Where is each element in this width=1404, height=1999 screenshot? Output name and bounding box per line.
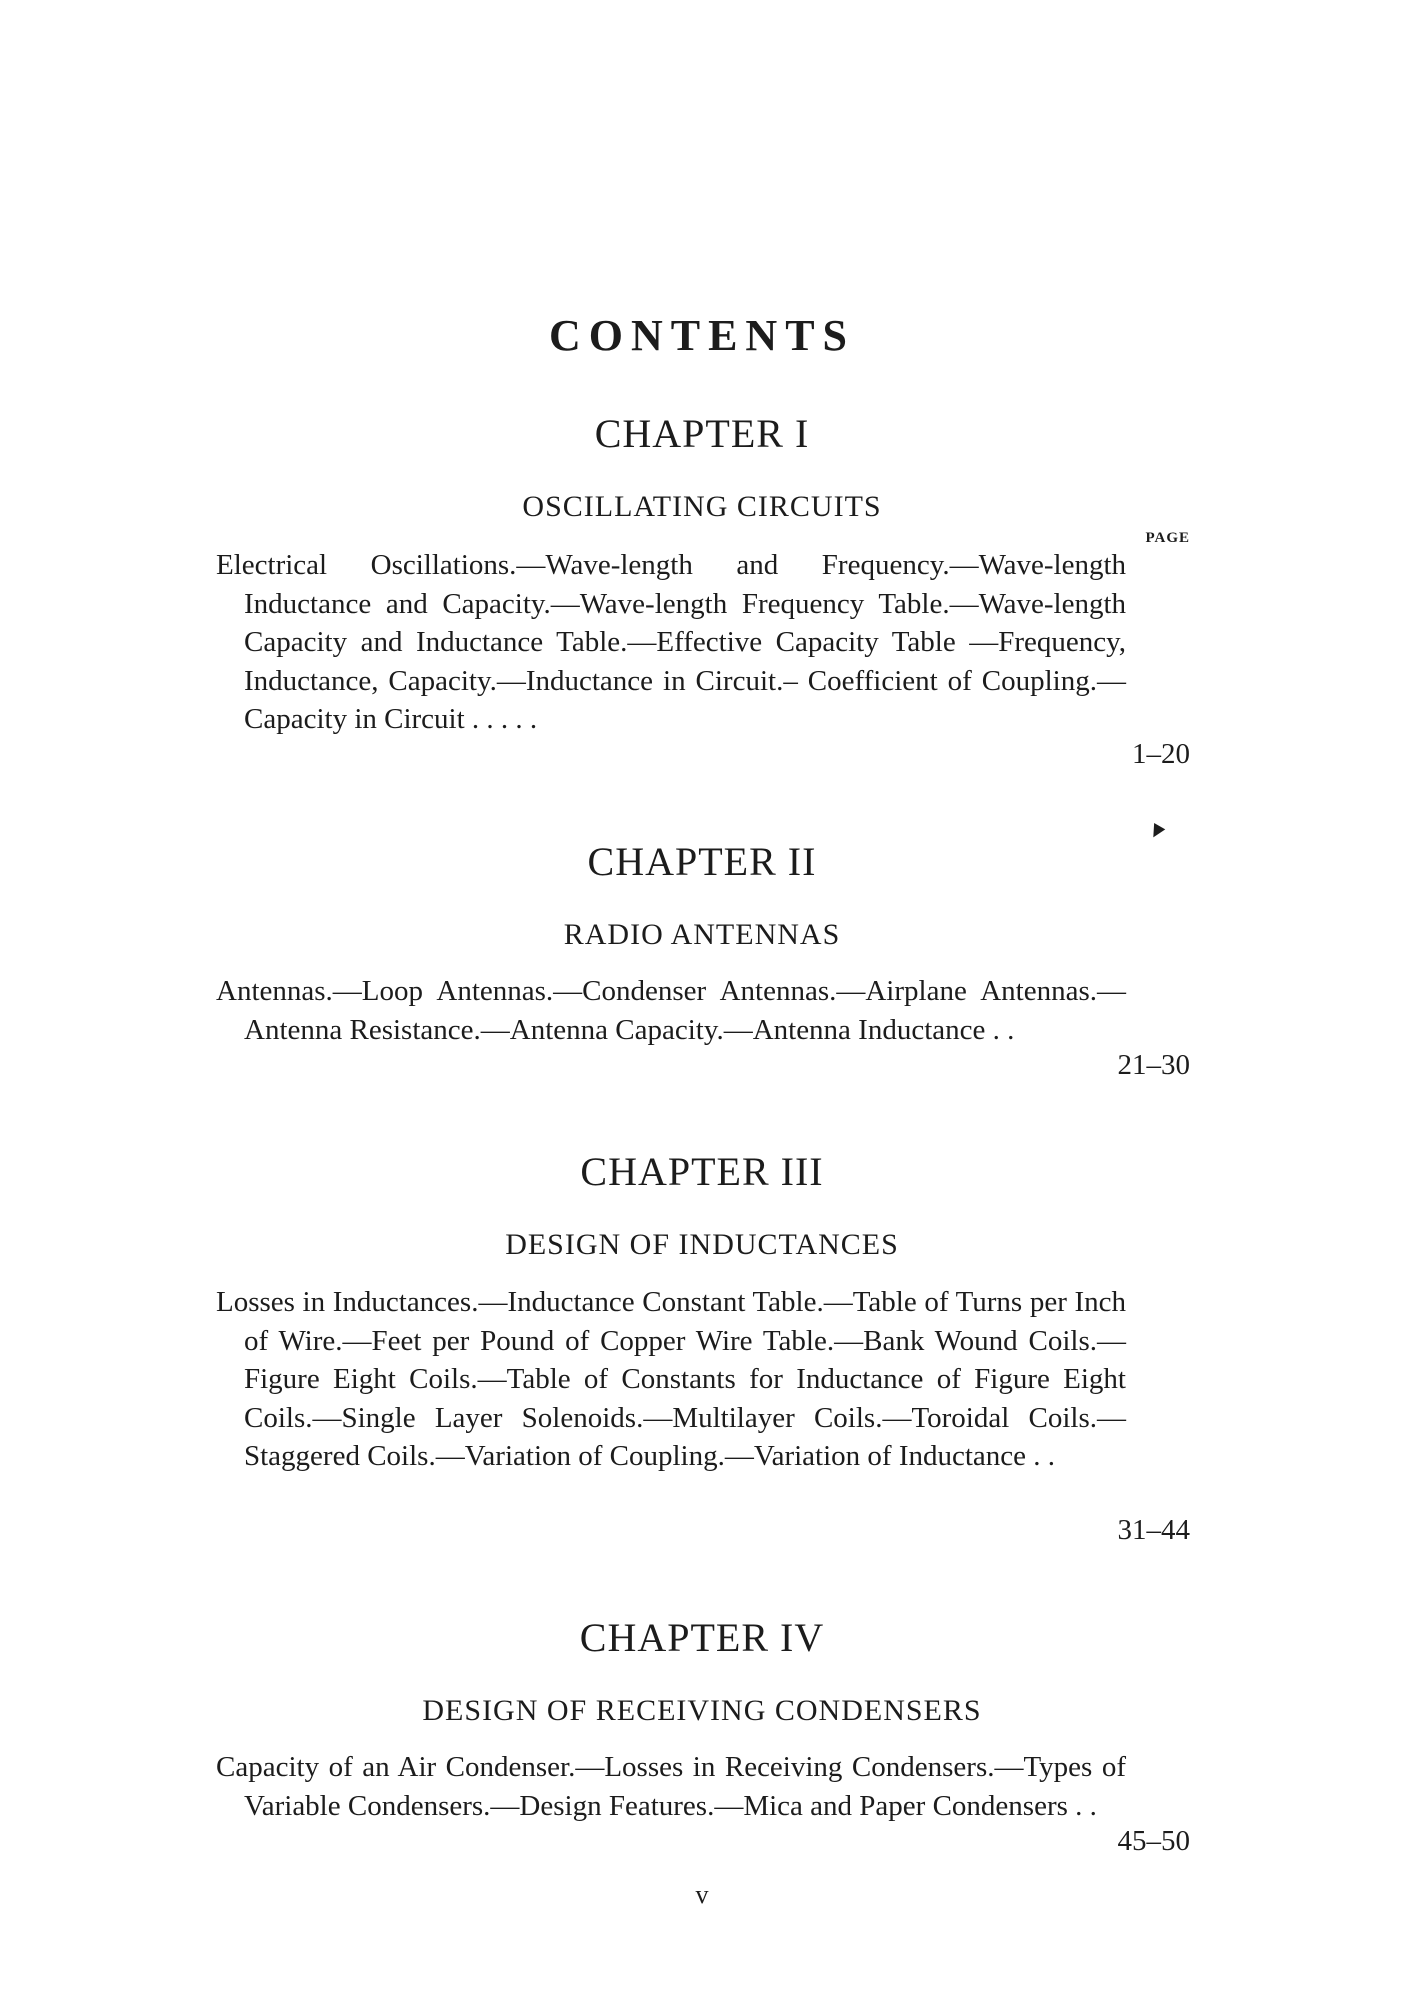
chapter-4-heading: CHAPTER IV bbox=[579, 1615, 825, 1660]
chapter-1-entry-text: Electrical Oscillations.—Wave-length and Frequency.—Wave-length Inductance and Capacity.—Wave-length Frequency Table.—Wave-length Capacity and Inductance Table.—Effective Capacity Table —Frequency, Inductance, Capacity.—Inductance in Circuit.– Coefficient of Coupling.—Capacity in Circuit . . . . . bbox=[216, 549, 1126, 735]
chapter-3-heading: CHAPTER III bbox=[580, 1149, 824, 1194]
stray-mark: ▼ bbox=[1141, 814, 1173, 847]
chapter-4-entry-text: Capacity of an Air Condenser.—Losses in Receiving Condensers.—Types of Variable Condensers.—Design Features.—Mica and Paper Condensers . . bbox=[216, 1751, 1126, 1822]
chapter-2-entry bbox=[216, 972, 1126, 1049]
chapter-3-pages: 31–44 bbox=[1117, 1514, 1190, 1546]
chapter-3-entry bbox=[216, 1283, 1126, 1476]
page-number: v bbox=[695, 1880, 709, 1909]
chapter-4-subtitle: DESIGN OF RECEIVING CONDENSERS bbox=[422, 1694, 982, 1727]
chapter-2-heading: CHAPTER II bbox=[587, 839, 817, 884]
chapter-1-subtitle: OSCILLATING CIRCUITS bbox=[522, 490, 882, 523]
chapter-3-entry-text: Losses in Inductances.—Inductance Constant Table.—Table of Turns per Inch of Wire.—Feet per Pound of Copper Wire Table.—Bank Wound Coils.—Figure Eight Coils.—Table of Constants for Inductance of Figure Eight Coils.—Single Layer Solenoids.—Multilayer Coils.—Toroidal Coils.—Staggered Coils.—Variation of Coupling.—Variation of Inductance . . bbox=[216, 1286, 1126, 1472]
page-column-label: PAGE bbox=[1145, 530, 1190, 546]
chapter-1-entry bbox=[216, 546, 1126, 739]
chapter-1-heading: CHAPTER I bbox=[594, 411, 810, 456]
chapter-2-pages: 21–30 bbox=[1117, 1049, 1190, 1081]
chapter-2-subtitle: RADIO ANTENNAS bbox=[563, 918, 841, 951]
chapter-3-subtitle: DESIGN OF INDUCTANCES bbox=[505, 1228, 899, 1261]
page-title: CONTENTS bbox=[548, 311, 856, 360]
chapter-2-entry-text: Antennas.—Loop Antennas.—Condenser Antennas.—Airplane Antennas.—Antenna Resistance.—Antenna Capacity.—Antenna Inductance . . bbox=[216, 975, 1126, 1046]
chapter-1-pages: 1–20 bbox=[1132, 738, 1190, 770]
chapter-4-pages: 45–50 bbox=[1117, 1825, 1190, 1857]
chapter-4-entry bbox=[216, 1748, 1126, 1825]
